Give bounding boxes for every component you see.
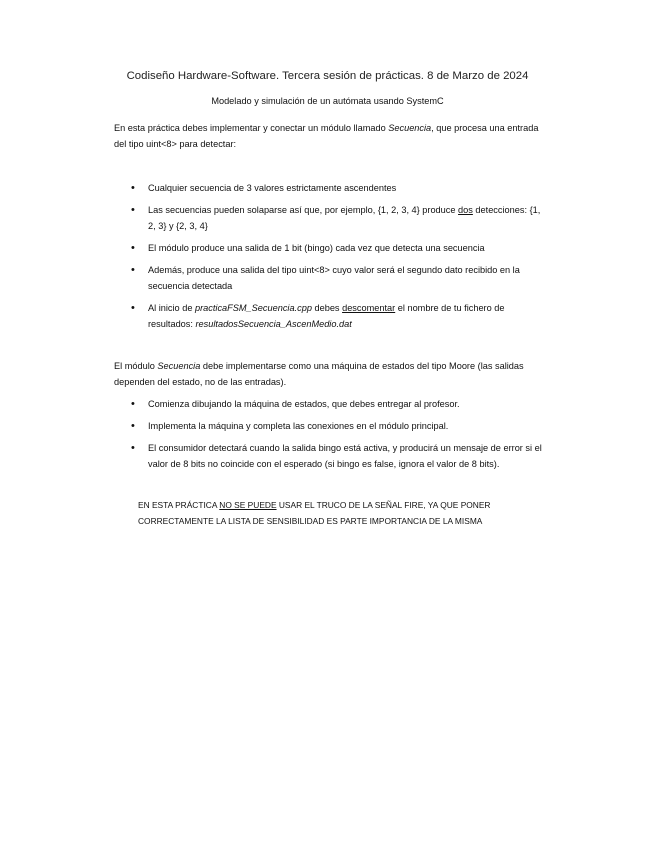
list-item-text: Implementa la máquina y completa las conexiones en el módulo principal. bbox=[148, 421, 449, 431]
warning-text-2: USAR EL TRUCO DE LA SEÑAL FIRE, YA QUE PONER CORRECTAMENTE LA LISTA DE SENSIBILIDAD ES PARTE IMPORTANCIA DE LA MISMA bbox=[138, 500, 491, 526]
file-name: practicaFSM_Secuencia.cpp bbox=[194, 303, 312, 313]
intro-paragraph bbox=[114, 120, 544, 152]
list-item-text: el nombre de tu fichero de resultados: bbox=[148, 303, 505, 329]
tasks-list bbox=[114, 396, 544, 478]
module-name: Secuencia bbox=[157, 361, 201, 371]
list-item bbox=[114, 300, 544, 332]
intro-text-2: , que procesa una entrada del tipo uint<8> para detectar: bbox=[114, 123, 539, 149]
list-item-text: Además, produce una salida del tipo uint<8> cuyo valor será el segundo dato recibido en la secuencia detectada bbox=[148, 265, 520, 291]
document-header: Codiseño Hardware-Software. Tercera sesión de prácticas. 8 de Marzo de 2024 bbox=[126, 70, 529, 82]
list-item-text: Al inicio de bbox=[148, 303, 195, 313]
list-item bbox=[114, 440, 544, 472]
list-item bbox=[114, 418, 544, 434]
list-item bbox=[114, 396, 544, 412]
list-item-text: Comienza dibujando la máquina de estados, que debes entregar al profesor. bbox=[148, 399, 460, 409]
document-subtitle: Modelado y simulación de un autómata usando SystemC bbox=[211, 96, 444, 106]
list-item-text: Cualquier secuencia de 3 valores estrictamente ascendentes bbox=[148, 183, 397, 193]
list-item-text: debes bbox=[311, 303, 343, 313]
warning-underlined: NO SE PUEDE bbox=[219, 500, 277, 510]
underlined-text: dos bbox=[458, 205, 473, 215]
module-name: Secuencia bbox=[388, 123, 432, 133]
list-item bbox=[114, 202, 544, 234]
list-item bbox=[114, 180, 544, 196]
moore-text-2: debe implementarse como una máquina de estados del tipo Moore (las salidas dependen del estado, no de las entradas). bbox=[114, 361, 524, 387]
list-item-text: El consumidor detectará cuando la salida bingo está activa, y producirá un mensaje de error si el valor de 8 bits no coincide con el esperado (si bingo es false, ignora el valor de 8 bits). bbox=[148, 443, 542, 469]
warning-text-1: EN ESTA PRÁCTICA bbox=[138, 500, 220, 510]
result-file-name: resultadosSecuencia_AscenMedio.dat bbox=[195, 319, 352, 329]
moore-paragraph bbox=[114, 358, 544, 390]
detection-list bbox=[114, 180, 544, 338]
list-item-text: detecciones: {1, 2, 3} y {2, 3, 4} bbox=[148, 205, 541, 231]
list-item-text: El módulo produce una salida de 1 bit (bingo) cada vez que detecta una secuencia bbox=[148, 243, 485, 253]
underlined-text: descomentar bbox=[342, 303, 396, 313]
list-item bbox=[114, 240, 544, 256]
list-item-text: Las secuencias pueden solaparse así que, por ejemplo, {1, 2, 3, 4} produce bbox=[148, 205, 459, 215]
warning-note bbox=[138, 497, 538, 529]
moore-text-1: El módulo bbox=[114, 361, 158, 371]
intro-text-1: En esta práctica debes implementar y conectar un módulo llamado bbox=[114, 123, 389, 133]
list-item bbox=[114, 262, 544, 294]
